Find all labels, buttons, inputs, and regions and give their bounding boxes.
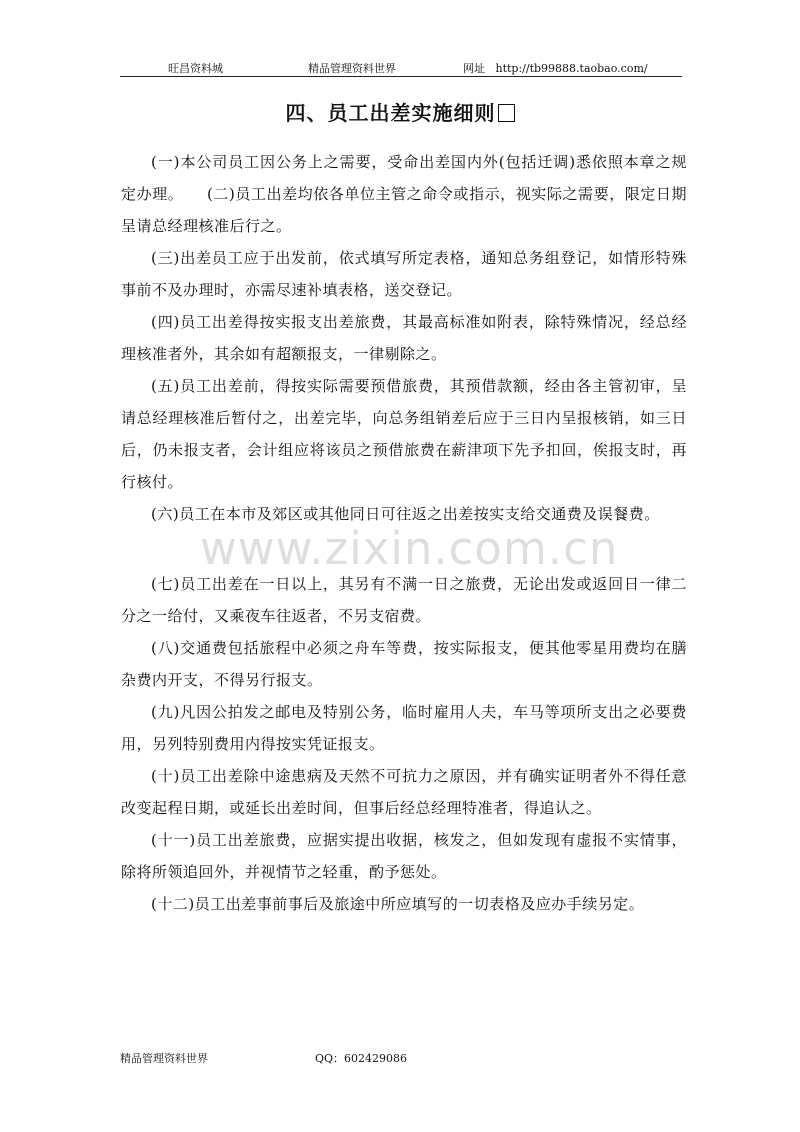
paragraph-8: (八)交通费包括旅程中必须之舟车等费，按实际报支，便其他零星用费均在膳杂费内开支，不得另行报支。: [121, 639, 687, 689]
paragraph-12: (十二)员工出差事前事后及旅途中所应填写的一切表格及应办手续另定。: [151, 895, 645, 913]
page-header: [120, 56, 682, 77]
footer-qq: QQ：602429086: [315, 1052, 408, 1065]
paragraph-7: (七)员工出差在一日以上，其另有不满一日之旅费，无论出发或返回日一律二分之一给付，又乘夜车往返者，不另支宿费。: [121, 575, 687, 625]
document-body: [121, 146, 687, 920]
header-url-link[interactable]: http://tb99888.taobao.com/: [495, 62, 648, 75]
paragraph-10: (十)员工出差除中途患病及天然不可抗力之原因，并有确实证明者外不得任意改变起程日期，或延长出差时间，但事后经总经理特准者，得追认之。: [121, 767, 687, 817]
document-title-text: 四、员工出差实施细则: [285, 101, 496, 125]
paragraph-3: (三)出差员工应于出发前，依式填写所定表格，通知总务组登记，如情形特殊事前不及办理时，亦需尽速补填表格，送交登记。: [121, 249, 687, 299]
header-subtitle: 精品管理资料世界: [308, 62, 396, 75]
paragraph-9: (九)凡因公拍发之邮电及特别公务，临时雇用人夫，车马等项所支出之必要费用，另列特别费用内得按实凭证报支。: [121, 703, 687, 753]
header-url: [463, 60, 648, 76]
paragraph-6: (六)员工在本市及郊区或其他同日可往返之出差按实支给交通费及误餐费。: [151, 505, 660, 523]
watermark: www.zixin.com.cn: [200, 522, 619, 575]
footer-site-name: 精品管理资料世界: [120, 1052, 208, 1065]
paragraph-4: (四)员工出差得按实报支出差旅费，其最高标准如附表，除特殊情况，经总经理核准者外，其余如有超额报支，一律剔除之。: [121, 313, 687, 363]
paragraph-5: (五)员工出差前，得按实际需要预借旅费，其预借款额，经由各主管初审，呈请总经理核准后暂付之，出差完毕，向总务组销差后应于三日内呈报核销，如三日后，仍未报支者，会计组应将该员之预借旅费在薪津项下先予扣回，俟报支时，再行核付。: [121, 377, 687, 491]
paragraph-1: (一)本公司员工因公务上之需要，受命出差国内外(包括迁调)悉依照本章之规定办理。 (二)员工出差均依各单位主管之命令或指示，视实际之需要，限定日期呈请总经理核准后行之。: [121, 153, 687, 235]
document-title: [0, 97, 800, 126]
paragraph-11: (十一)员工出差旅费，应据实提出收据，核发之，但如发现有虚报不实情事，除将所领追回外，并视情节之轻重，酌予惩处。: [121, 831, 687, 881]
header-site-name: 旺昌资料城: [168, 62, 223, 75]
header-url-label: 网址: [463, 62, 485, 75]
missing-glyph-box-icon: [498, 104, 515, 122]
